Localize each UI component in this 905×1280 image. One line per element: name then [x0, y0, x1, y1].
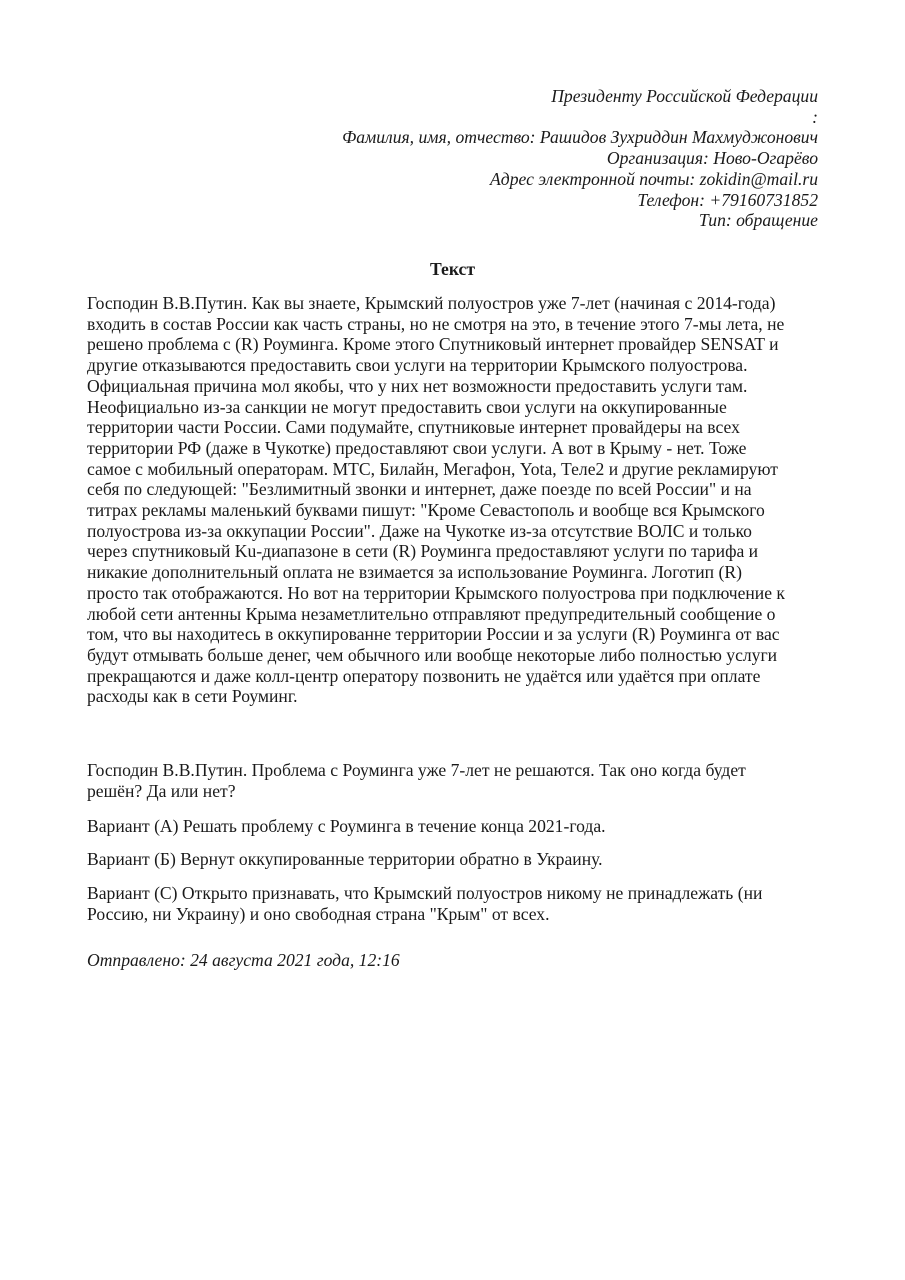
paragraph-line: решено проблема с (R) Роуминга. Кроме этого Спутниковый интернет провайдер SENSAT и [87, 334, 779, 355]
paragraph-line: территории РФ (даже в Чукотке) предоставляют свои услуги. А вот в Крыму - нет. Тоже [87, 437, 747, 458]
option-c-line: Россию, ни Украину) и оно свободная страна "Крым" от всех. [87, 903, 550, 924]
option-a [87, 816, 827, 837]
option-b-text: Вариант (Б) Вернут оккупированные территории обратно в Украину. [87, 849, 603, 869]
main-paragraph [87, 293, 827, 707]
paragraph-line: территории части России. Сами подумайте, спутниковые интернет провайдеры на всех [87, 417, 740, 438]
option-b [87, 849, 827, 870]
question-line: решён? Да или нет? [87, 780, 236, 801]
paragraph-line: никакие дополнительный оплата не взимается за использование Роуминга. Логотип (R) [87, 562, 742, 583]
paragraph-line: через спутниковый Ku-диапазоне в сети (R) Роуминга предоставляют услуги по тарифа и [87, 541, 759, 562]
question-line: Господин В.В.Путин. Проблема с Роуминга уже 7-лет не решаются. Так оно когда будет [87, 760, 746, 780]
question-paragraph [87, 760, 827, 801]
sender-organization: Организация: Ново-Огарёво [606, 148, 818, 169]
document-heading: Текст [429, 259, 476, 279]
appeal-type: Тип: обращение [698, 210, 818, 231]
sent-timestamp: Отправлено: 24 августа 2021 года, 12:16 [87, 950, 400, 970]
paragraph-line: Официальная причина мол якобы, что у них нет возможности предоставить услуги там. [87, 375, 748, 396]
option-a-text: Вариант (А) Решать проблему с Роуминга в течение конца 2021-года. [87, 816, 606, 836]
paragraph-line: полуострова из-за оккупации России". Даже на Чукотке из-за отсутствие ВОЛС и только [87, 520, 752, 541]
sender-full-name: Фамилия, имя, отчество: Рашидов Зухриддин Махмуджонович [342, 127, 818, 148]
paragraph-line: прекращаются и даже колл-центр оператору позвонить не удаётся или удаётся при оплате [87, 665, 761, 686]
paragraph-line: будут отмывать больше денег, чем обычного или вообще некоторые либо полностью услуги [87, 644, 778, 665]
recipient-title: Президенту Российской Федерации [551, 86, 818, 106]
option-c-line: Вариант (С) Открыто признавать, что Крымский полуостров никому не принадлежать (ни [87, 883, 763, 903]
paragraph-line: другие отказываются предоставить свои услуги на территории Крымского полуострова. [87, 355, 748, 376]
paragraph-line: расходы как в сети Роуминг. [87, 686, 298, 707]
paragraph-line: просто так отображаются. Но вот на территории Крымского полуострова при подключение к [87, 582, 785, 603]
paragraph-line: входить в состав России как часть страны, но не смотря на это, в течение этого 7-мы лета, не [87, 313, 785, 334]
paragraph-line: Неофициально из-за санкции не могут предоставить свои услуги на оккупированные [87, 396, 727, 417]
paragraph-line: любой сети антенны Крыма незаметлительно отправляют предупредительный сообщение о [87, 603, 776, 624]
paragraph-line: Господин В.В.Путин. Как вы знаете, Крымский полуостров уже 7-лет (начиная с 2014-года) [87, 293, 776, 313]
sender-email: Адрес электронной почты: zokidin@mail.ru [490, 168, 818, 189]
recipient-separator: : [812, 106, 818, 127]
paragraph-line: себя по следующей: "Безлимитный звонки и интернет, даже поезде по всей России" и на [87, 479, 752, 500]
paragraph-line: том, что вы находитесь в оккупированне территории России и за услуги (R) Роуминга от вас [87, 624, 780, 645]
paragraph-line: самое с мобильный операторам. МТС, Билайн, Мегафон, Yota, Теле2 и другие рекламируют [87, 458, 778, 479]
sender-phone: Телефон: +79160731852 [637, 189, 818, 210]
recipient-header [258, 86, 818, 231]
paragraph-line: титрах рекламы маленький буквами пишут: "Кроме Севастополь и вообще вся Крымского [87, 500, 765, 521]
option-c [87, 883, 827, 924]
